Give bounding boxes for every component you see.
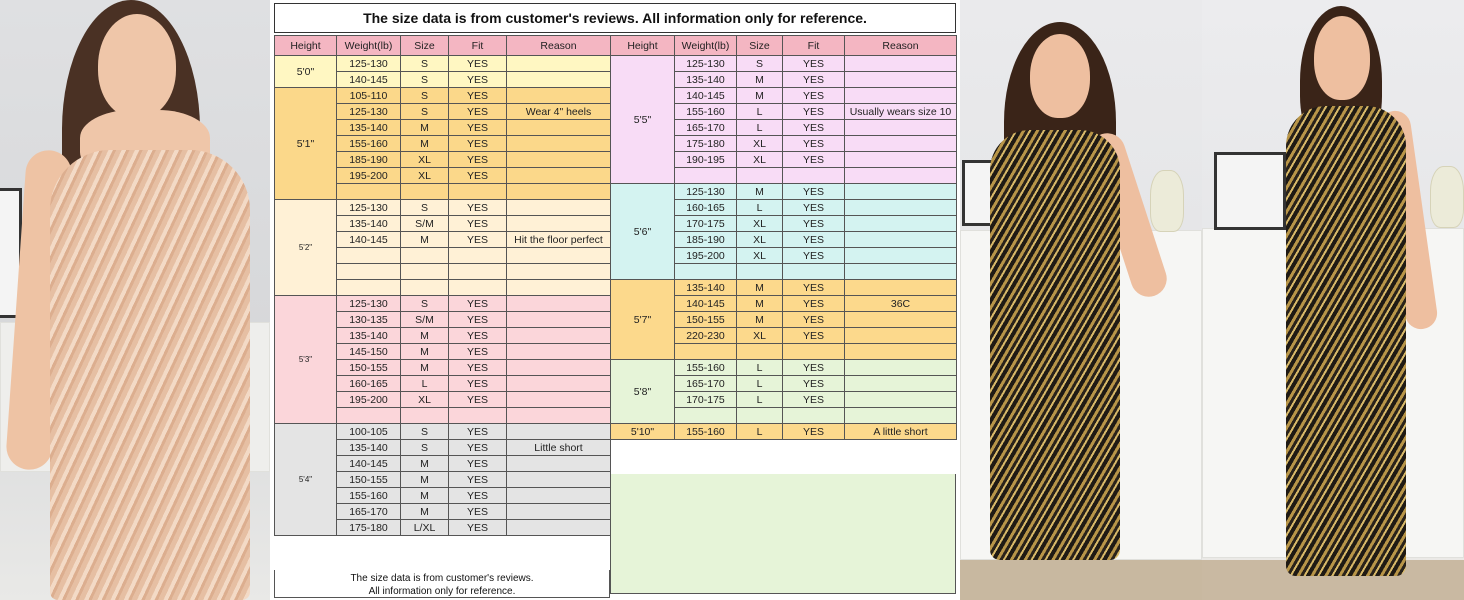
weight-cell: 140-145 <box>337 232 401 248</box>
reason-cell <box>507 216 611 232</box>
fit-cell: YES <box>449 216 507 232</box>
size-cell: M <box>401 136 449 152</box>
fit-cell: YES <box>783 104 845 120</box>
fit-cell <box>783 344 845 360</box>
reason-cell <box>845 120 957 136</box>
height-cell: 5'4" <box>275 424 337 536</box>
size-cell: S <box>401 296 449 312</box>
weight-cell: 150-155 <box>675 312 737 328</box>
fit-cell: YES <box>449 392 507 408</box>
fit-cell <box>783 264 845 280</box>
reason-cell <box>507 264 611 280</box>
weight-cell: 155-160 <box>675 424 737 440</box>
size-cell: M <box>401 232 449 248</box>
size-cell: S <box>401 200 449 216</box>
fit-cell: YES <box>783 232 845 248</box>
weight-cell: 195-200 <box>675 248 737 264</box>
reason-cell: 36C <box>845 296 957 312</box>
size-rows-left <box>275 56 611 536</box>
weight-cell: 150-155 <box>337 360 401 376</box>
reason-cell <box>507 168 611 184</box>
product-photo-right-2 <box>1202 0 1464 600</box>
weight-cell <box>675 168 737 184</box>
weight-cell: 190-195 <box>675 152 737 168</box>
fit-cell: YES <box>449 56 507 72</box>
size-cell: L/XL <box>401 520 449 536</box>
reason-cell <box>507 296 611 312</box>
size-cell: M <box>401 344 449 360</box>
weight-cell: 135-140 <box>337 216 401 232</box>
header-row-right <box>611 36 957 56</box>
fit-cell: YES <box>783 296 845 312</box>
reason-cell <box>507 312 611 328</box>
reason-cell <box>507 504 611 520</box>
size-cell: XL <box>737 216 783 232</box>
weight-cell: 175-180 <box>675 136 737 152</box>
size-cell: S <box>401 104 449 120</box>
weight-cell <box>675 408 737 424</box>
size-cell: S/M <box>401 312 449 328</box>
size-cell <box>737 168 783 184</box>
weight-cell: 185-190 <box>337 152 401 168</box>
rose-gold-sequin-dress <box>50 150 250 600</box>
size-rows-right <box>611 56 957 440</box>
weight-cell: 170-175 <box>675 392 737 408</box>
fit-cell: YES <box>449 472 507 488</box>
size-cell <box>401 264 449 280</box>
weight-cell <box>337 264 401 280</box>
size-cell: L <box>737 120 783 136</box>
height-cell: 5'3" <box>275 296 337 424</box>
size-cell: L <box>401 376 449 392</box>
size-chart-title: The size data is from customer's reviews. All information only for reference. <box>274 3 956 33</box>
reason-cell <box>845 72 957 88</box>
reason-cell <box>845 232 957 248</box>
reason-cell <box>845 344 957 360</box>
vase <box>1150 170 1184 232</box>
size-cell: M <box>737 72 783 88</box>
size-cell <box>401 280 449 296</box>
weight-cell: 140-145 <box>675 88 737 104</box>
reason-cell <box>507 376 611 392</box>
weight-cell: 150-155 <box>337 472 401 488</box>
black-gold-sequin-dress <box>1286 106 1406 576</box>
height-cell: 5'6" <box>611 184 675 280</box>
weight-cell: 140-145 <box>337 72 401 88</box>
size-cell: L <box>737 104 783 120</box>
reason-cell: Hit the floor perfect <box>507 232 611 248</box>
size-cell: M <box>737 312 783 328</box>
fit-cell: YES <box>449 136 507 152</box>
reason-cell <box>507 408 611 424</box>
fit-cell: YES <box>783 360 845 376</box>
reason-cell <box>845 280 957 296</box>
product-photo-right-1 <box>960 0 1202 600</box>
fit-cell: YES <box>783 88 845 104</box>
weight-cell: 125-130 <box>337 200 401 216</box>
weight-cell: 155-160 <box>675 360 737 376</box>
size-cell <box>401 408 449 424</box>
reason-cell <box>845 200 957 216</box>
size-cell: S <box>401 440 449 456</box>
fit-cell: YES <box>449 344 507 360</box>
size-cell <box>737 264 783 280</box>
size-table-right <box>610 35 957 440</box>
header-fit: Fit <box>783 36 845 56</box>
size-cell: L <box>737 360 783 376</box>
header-weight: Weight(lb) <box>337 36 401 56</box>
size-cell: M <box>737 184 783 200</box>
fit-cell: YES <box>783 56 845 72</box>
table-row <box>275 424 611 440</box>
fit-cell <box>783 408 845 424</box>
header-height: Height <box>275 36 337 56</box>
weight-cell: 145-150 <box>337 344 401 360</box>
weight-cell <box>337 184 401 200</box>
weight-cell: 160-165 <box>337 376 401 392</box>
fit-cell: YES <box>449 424 507 440</box>
size-cell: M <box>401 360 449 376</box>
reason-cell <box>507 72 611 88</box>
reason-cell <box>507 184 611 200</box>
table-row <box>275 296 611 312</box>
reason-cell <box>507 488 611 504</box>
weight-cell: 125-130 <box>675 56 737 72</box>
fit-cell: YES <box>449 456 507 472</box>
weight-cell: 155-160 <box>675 104 737 120</box>
fit-cell: YES <box>449 520 507 536</box>
picture-frame <box>1214 152 1286 230</box>
header-row-left <box>275 36 611 56</box>
weight-cell: 195-200 <box>337 168 401 184</box>
weight-cell: 155-160 <box>337 488 401 504</box>
footnote <box>274 570 610 598</box>
weight-cell: 125-130 <box>337 296 401 312</box>
footnote-line-2: All information only for reference. <box>368 586 516 597</box>
fit-cell: YES <box>449 504 507 520</box>
weight-cell: 170-175 <box>675 216 737 232</box>
fit-cell <box>449 264 507 280</box>
table-row <box>275 88 611 104</box>
reason-cell <box>845 328 957 344</box>
height-cell: 5'0" <box>275 56 337 88</box>
size-cell: XL <box>737 328 783 344</box>
size-cell: M <box>401 120 449 136</box>
size-cell: XL <box>737 152 783 168</box>
weight-cell: 135-140 <box>675 72 737 88</box>
table-row <box>275 56 611 72</box>
height-cell: 5'10" <box>611 424 675 440</box>
header-fit: Fit <box>449 36 507 56</box>
fit-cell: YES <box>783 392 845 408</box>
size-cell: S <box>401 56 449 72</box>
weight-cell: 165-170 <box>337 504 401 520</box>
weight-cell: 140-145 <box>675 296 737 312</box>
reason-cell <box>845 248 957 264</box>
table-row <box>611 360 957 376</box>
reason-cell <box>845 264 957 280</box>
model-face <box>1314 16 1370 100</box>
fit-cell: YES <box>449 72 507 88</box>
table-row <box>611 280 957 296</box>
fit-cell: YES <box>449 168 507 184</box>
size-cell: M <box>737 296 783 312</box>
size-cell: M <box>737 280 783 296</box>
size-cell: S/M <box>401 216 449 232</box>
reason-cell: Usually wears size 10 <box>845 104 957 120</box>
size-cell: M <box>401 472 449 488</box>
size-cell: XL <box>737 232 783 248</box>
weight-cell: 100-105 <box>337 424 401 440</box>
weight-cell: 105-110 <box>337 88 401 104</box>
fit-cell <box>449 408 507 424</box>
weight-cell: 195-200 <box>337 392 401 408</box>
size-cell: S <box>401 424 449 440</box>
reason-cell <box>845 392 957 408</box>
reason-cell <box>845 360 957 376</box>
fit-cell: YES <box>449 104 507 120</box>
fit-cell <box>449 248 507 264</box>
weight-cell: 155-160 <box>337 136 401 152</box>
size-cell: M <box>401 488 449 504</box>
reason-cell <box>507 280 611 296</box>
reason-cell <box>507 56 611 72</box>
header-height: Height <box>611 36 675 56</box>
weight-cell: 175-180 <box>337 520 401 536</box>
fit-cell: YES <box>449 376 507 392</box>
vase <box>1430 166 1464 228</box>
fit-cell: YES <box>783 216 845 232</box>
fit-cell <box>449 184 507 200</box>
fit-cell: YES <box>449 120 507 136</box>
reason-cell <box>507 248 611 264</box>
fit-cell: YES <box>449 328 507 344</box>
footnote-line-1: The size data is from customer's reviews. <box>350 573 534 584</box>
weight-cell <box>675 344 737 360</box>
reason-cell <box>507 424 611 440</box>
weight-cell: 165-170 <box>675 376 737 392</box>
weight-cell <box>337 248 401 264</box>
weight-cell: 130-135 <box>337 312 401 328</box>
fit-cell: YES <box>449 296 507 312</box>
weight-cell: 135-140 <box>337 328 401 344</box>
size-cell: L <box>737 392 783 408</box>
reason-cell <box>845 56 957 72</box>
size-cell <box>737 408 783 424</box>
fit-cell: YES <box>449 88 507 104</box>
weight-cell: 125-130 <box>337 56 401 72</box>
reason-cell <box>845 184 957 200</box>
height-cell: 5'1" <box>275 88 337 200</box>
reason-cell: Wear 4" heels <box>507 104 611 120</box>
weight-cell: 125-130 <box>337 104 401 120</box>
fit-cell: YES <box>449 152 507 168</box>
fit-cell: YES <box>783 184 845 200</box>
size-cell: L <box>737 200 783 216</box>
size-cell: M <box>737 88 783 104</box>
reason-cell <box>507 200 611 216</box>
fit-cell <box>449 280 507 296</box>
weight-cell: 135-140 <box>337 440 401 456</box>
size-cell: XL <box>401 152 449 168</box>
fit-cell: YES <box>449 488 507 504</box>
fit-cell: YES <box>449 440 507 456</box>
black-gold-sequin-dress <box>990 130 1120 560</box>
fit-cell: YES <box>783 248 845 264</box>
size-cell: M <box>401 504 449 520</box>
weight-cell: 220-230 <box>675 328 737 344</box>
fit-cell: YES <box>449 360 507 376</box>
height-cell: 5'2" <box>275 200 337 296</box>
table-row <box>275 200 611 216</box>
height-cell: 5'8" <box>611 360 675 424</box>
height-cell: 5'5" <box>611 56 675 184</box>
table-row <box>611 56 957 72</box>
size-cell: XL <box>737 248 783 264</box>
header-weight: Weight(lb) <box>675 36 737 56</box>
fit-cell: YES <box>783 312 845 328</box>
size-cell: S <box>737 56 783 72</box>
weight-cell <box>675 264 737 280</box>
height-cell: 5'7" <box>611 280 675 360</box>
reason-cell <box>507 520 611 536</box>
reason-cell: A little short <box>845 424 957 440</box>
size-cell: XL <box>401 168 449 184</box>
table-row <box>611 184 957 200</box>
product-photo-left <box>0 0 270 600</box>
fit-cell: YES <box>783 376 845 392</box>
size-cell <box>737 344 783 360</box>
size-cell: L <box>737 424 783 440</box>
fit-cell: YES <box>449 232 507 248</box>
fit-cell: YES <box>783 120 845 136</box>
weight-cell: 135-140 <box>337 120 401 136</box>
reason-cell <box>845 152 957 168</box>
reason-cell <box>845 168 957 184</box>
weight-cell <box>337 280 401 296</box>
size-table-left <box>274 35 611 536</box>
fit-cell: YES <box>783 424 845 440</box>
weight-cell: 165-170 <box>675 120 737 136</box>
header-size: Size <box>401 36 449 56</box>
size-cell <box>401 248 449 264</box>
weight-cell <box>337 408 401 424</box>
fit-cell: YES <box>783 136 845 152</box>
reason-cell <box>507 344 611 360</box>
weight-cell: 185-190 <box>675 232 737 248</box>
model-face <box>98 14 176 118</box>
reason-cell <box>507 472 611 488</box>
fit-cell: YES <box>783 280 845 296</box>
reason-cell <box>507 136 611 152</box>
fit-cell: YES <box>783 200 845 216</box>
reason-cell <box>845 216 957 232</box>
fit-cell: YES <box>783 328 845 344</box>
fit-cell: YES <box>783 152 845 168</box>
size-cell: S <box>401 72 449 88</box>
reason-cell <box>507 120 611 136</box>
reason-cell <box>507 152 611 168</box>
reason-cell <box>845 376 957 392</box>
size-cell: XL <box>401 392 449 408</box>
reason-cell: Little short <box>507 440 611 456</box>
table-row <box>611 424 957 440</box>
reason-cell <box>845 312 957 328</box>
size-cell: S <box>401 88 449 104</box>
reason-cell <box>507 360 611 376</box>
reason-cell <box>845 88 957 104</box>
fit-cell: YES <box>449 200 507 216</box>
header-size: Size <box>737 36 783 56</box>
weight-cell: 125-130 <box>675 184 737 200</box>
reason-cell <box>507 328 611 344</box>
header-reason: Reason <box>507 36 611 56</box>
header-reason: Reason <box>845 36 957 56</box>
weight-cell: 135-140 <box>675 280 737 296</box>
empty-green-area <box>610 474 956 594</box>
fit-cell: YES <box>783 72 845 88</box>
fit-cell: YES <box>449 312 507 328</box>
reason-cell <box>507 88 611 104</box>
fit-cell <box>783 168 845 184</box>
weight-cell: 140-145 <box>337 456 401 472</box>
size-cell: M <box>401 328 449 344</box>
size-chart <box>270 0 960 600</box>
size-cell: M <box>401 456 449 472</box>
floor-rug <box>960 560 1202 600</box>
reason-cell <box>845 408 957 424</box>
size-cell: L <box>737 376 783 392</box>
reason-cell <box>845 136 957 152</box>
size-cell: XL <box>737 136 783 152</box>
weight-cell: 160-165 <box>675 200 737 216</box>
model-face <box>1030 34 1090 118</box>
size-cell <box>401 184 449 200</box>
reason-cell <box>507 392 611 408</box>
reason-cell <box>507 456 611 472</box>
